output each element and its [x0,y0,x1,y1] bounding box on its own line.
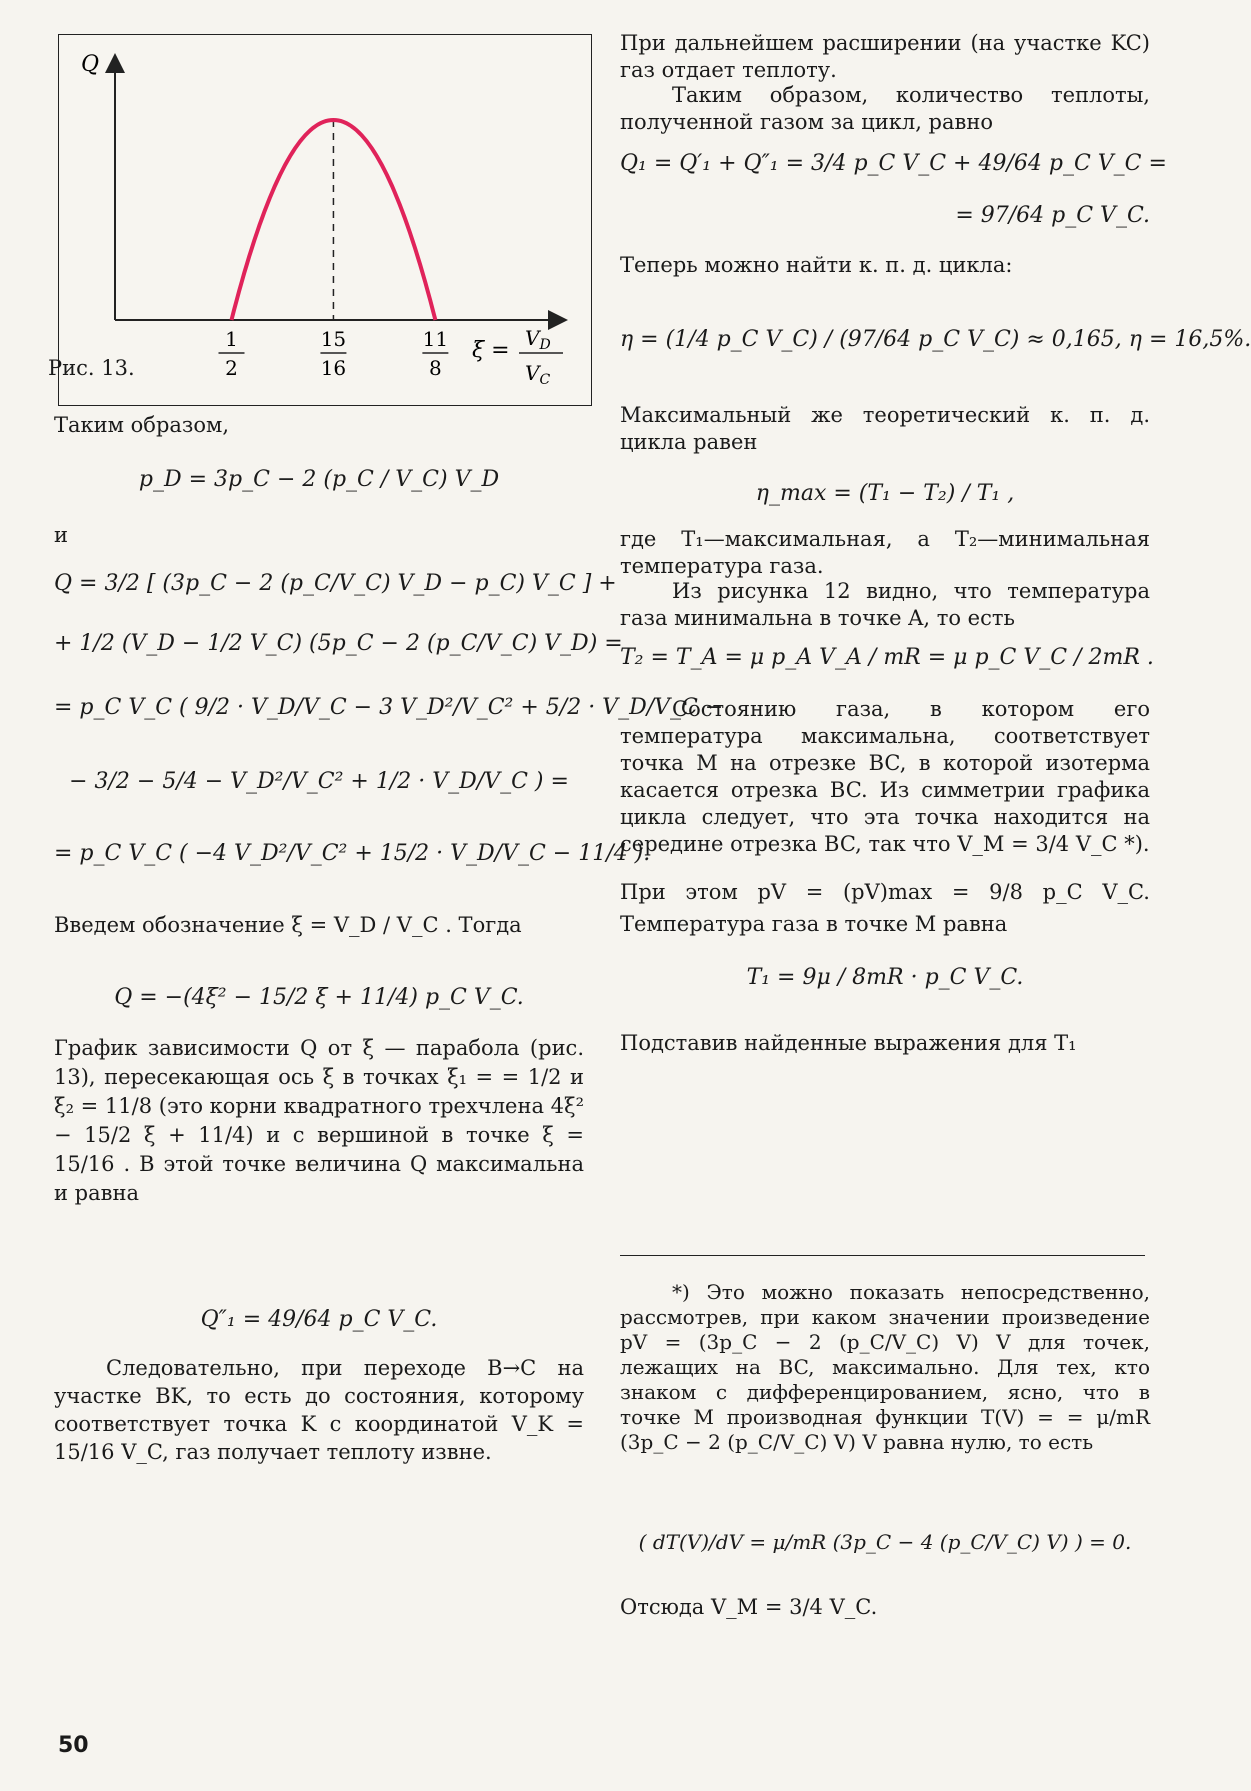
left-paragraph-2: Введем обозначение ξ = V_D / V_C . Тогда [54,913,522,937]
left-equation-6: = p_C V_C ( −4 V_D²/V_C² + 15/2 · V_D/V_C − 11/4 ). [54,841,651,866]
figure-caption: Рис. 13. [48,356,135,380]
right-equation-2: = 97/64 p_C V_C. [955,203,1150,228]
left-paragraph-1: Таким образом, [54,413,230,437]
right-equation-4: η_max = (T₁ − T₂) / T₁ , [755,481,1015,506]
left-equation-3: + 1/2 (V_D − 1/2 V_C) (5p_C − 2 (p_C/V_C) V_D) = [54,631,623,656]
svg-text:8: 8 [429,356,442,380]
right-paragraph-7: Состоянию газа, в котором его температура максимальна, соответствует точка M на отрезке BC, в которой изотерма касается отрезка BC. Из симметрии графика цикла следует, что эта точка находится на середине отрезка BC, так что V_M = 3/4 V_C *). [620,697,1150,856]
right-paragraph-9: Подставив найденные выражения для T₁ [620,1031,1077,1055]
y-axis-label: Q [81,52,100,77]
right-paragraph-3: Теперь можно найти к. п. д. цикла: [620,253,1013,277]
right-equation-1: Q₁ = Q′₁ + Q″₁ = 3/4 p_C V_C + 49/64 p_C V_C = [620,151,1167,176]
left-equation-8: Q″₁ = 49/64 p_C V_C. [200,1307,438,1332]
left-and: и [54,523,68,547]
left-equation-7: Q = −(4ξ² − 15/2 ξ + 11/4) p_C V_C. [114,985,524,1010]
right-paragraph-6: Из рисунка 12 видно, что температура газа минимальна в точке A, то есть [620,579,1150,630]
left-equation-1: p_D = 3p_C − 2 (p_C / V_C) V_D [138,467,500,492]
right-paragraph-5: где T₁—максимальная, а T₂—минимальная температура газа. [620,527,1150,578]
right-equation-3: η = (1/4 p_C V_C) / (97/64 p_C V_C) ≈ 0,165, η = 16,5%. [620,327,1251,352]
footnote-rule [620,1255,1145,1256]
left-paragraph-3: График зависимости Q от ξ — парабола (рис. 13), пересекающая ось ξ в точках ξ₁ = = 1/2 и ξ₂ = 11/8 (это корни квадратного трехчлена 4ξ² − 15/2 ξ + 11/4) и с вершиной в точке ξ = 15/16 . В этой точке величина Q максимальна и равна [54,1036,584,1205]
right-equation-6: T₁ = 9μ / 8mR · p_C V_C. [746,965,1024,990]
svg-text:ξ =: ξ = [472,338,510,363]
right-equation-5: T₂ = T_A = μ p_A V_A / mR = μ p_C V_C / 2mR . [620,645,1154,670]
x-tick-label [320,327,346,380]
footnote-text: *) Это можно показать непосредственно, рассмотрев, при каком значении произведение pV = (3p_C − 2 (p_C/V_C) V) V для точек, лежащих на BC, максимально. Для тех, кто знаком с дифференцированием, ясно, что в точке M производная функции T(V) = = μ/mR (3p_C − 2 (p_C/V_C) V) V равна нулю, то есть [620,1280,1150,1454]
x-axis-label [472,326,563,388]
x-tick-label [219,327,245,380]
right-paragraph-2: Таким образом, количество теплоты, полученной газом за цикл, равно [620,83,1150,134]
svg-text:2: 2 [225,356,238,380]
svg-text:1: 1 [225,327,238,351]
right-paragraph-1: При дальнейшем расширении (на участке KC) газ отдает теплоту. [620,31,1150,82]
footnote-conclusion: Отсюда V_M = 3/4 V_C. [620,1595,878,1619]
svg-text:VD: $V_D$ [525,326,551,353]
right-paragraph-4: Максимальный же теоретический к. п. д. цикла равен [620,403,1150,454]
left-equation-4: = p_C V_C ( 9/2 · V_D/V_C − 3 V_D²/V_C² + 5/2 · V_D/V_C − [54,695,724,720]
parabola-chart [59,35,591,405]
left-equation-5: − 3/2 − 5/4 − V_D²/V_C² + 1/2 · V_D/V_C ) = [69,769,569,794]
left-paragraph-4: Следовательно, при переходе B→C на участке BK, то есть до состояния, которому соответствует точка K с координатой V_K = 15/16 V_C, газ получает теплоту извне. [54,1356,584,1464]
figure-13 [58,34,592,406]
right-paragraph-8: При этом pV = (pV)max = 9/8 p_C V_C. Температура газа в точке M равна [620,880,1150,936]
footnote-equation: ( dT(V)/dV = μ/mR (3p_C − 4 (p_C/V_C) V) ) = 0. [638,1530,1132,1554]
page-number: 50 [58,1733,89,1758]
svg-text:15: 15 [320,327,347,351]
x-tick-label [422,327,448,380]
svg-text:VC: $V_C$ [525,361,551,388]
svg-text:16: 16 [320,356,347,380]
svg-text:11: 11 [422,327,449,351]
left-equation-2: Q = 3/2 [ (3p_C − 2 (p_C/V_C) V_D − p_C) V_C ] + [54,571,617,596]
